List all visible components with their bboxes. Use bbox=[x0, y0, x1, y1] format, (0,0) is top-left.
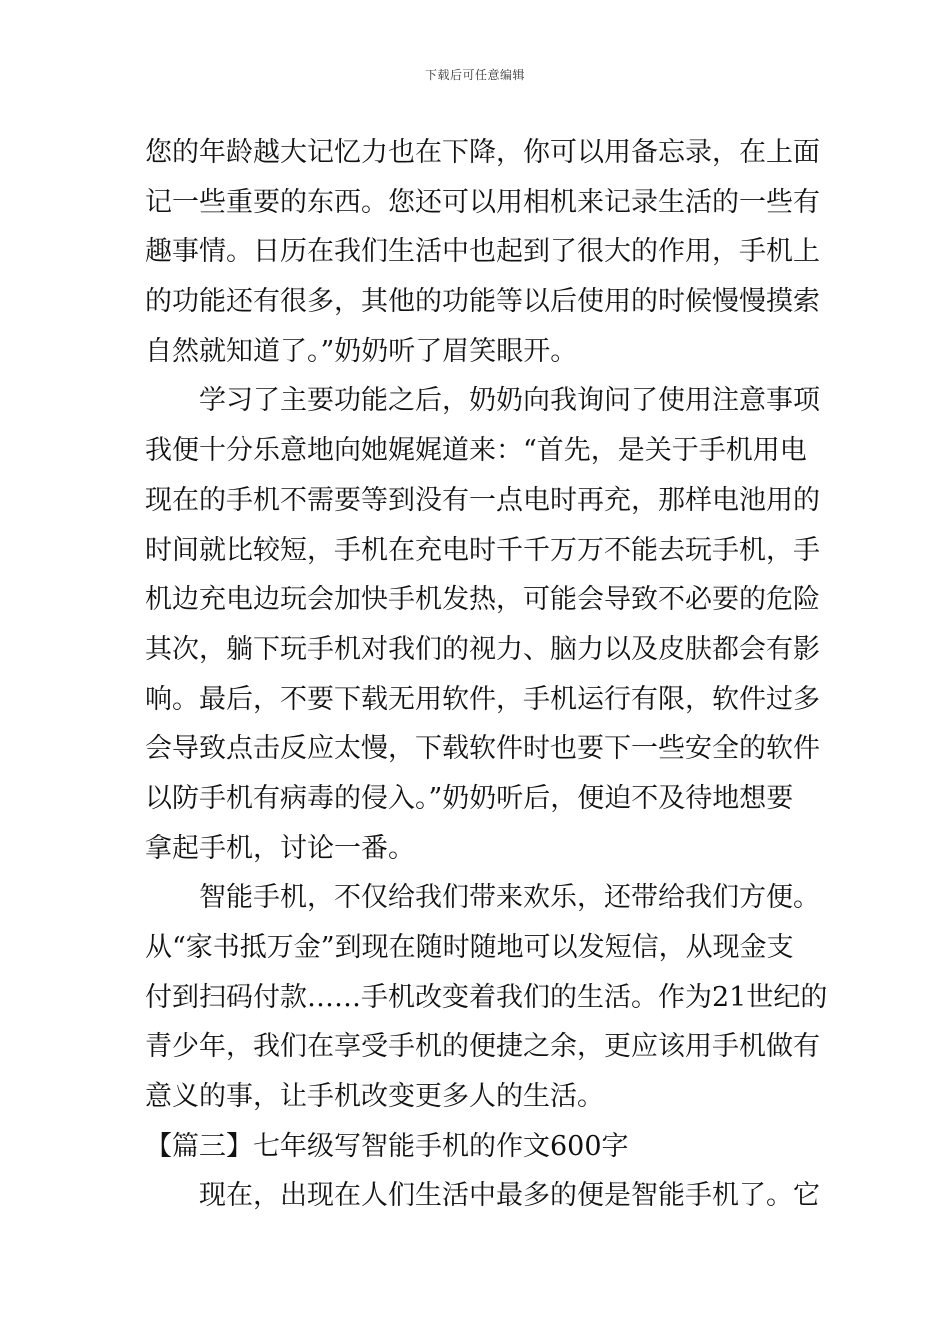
text-line: 拿起手机，讨论一番。 bbox=[145, 832, 415, 864]
text-line: 现在，出现在人们生活中最多的便是智能手机了。它 bbox=[145, 1180, 820, 1212]
body-text bbox=[145, 128, 828, 1221]
text-line: 现在的手机不需要等到没有一点电时再充，那样电池用的 bbox=[145, 484, 820, 516]
text-line: 记一些重要的东西。您还可以用相机来记录生活的一些有 bbox=[145, 186, 820, 218]
text-line: 响。最后，不要下载无用软件，手机运行有限，软件过多 bbox=[145, 683, 820, 715]
text-line: 趣事情。日历在我们生活中也起到了很大的作用，手机上 bbox=[145, 236, 820, 268]
text-line: 我便十分乐意地向她娓娓道来：“首先，是关于手机用电 bbox=[145, 435, 807, 467]
text-line: 自然就知道了。”奶奶听了眉笑眼开。 bbox=[145, 335, 578, 367]
header-note: 下载后可任意编辑 bbox=[424, 68, 525, 82]
text-line: 您的年龄越大记忆力也在下降，你可以用备忘录，在上面 bbox=[145, 137, 820, 168]
text-line: 意义的事，让手机改变更多人的生活。 bbox=[145, 1081, 604, 1113]
text-line: 从“家书抵万金”到现在随时随地可以发短信，从现金支 bbox=[145, 932, 794, 963]
text-line: 机边充电边玩会加快手机发热，可能会导致不必要的危险 bbox=[145, 584, 820, 616]
text-line: 智能手机，不仅给我们带来欢乐，还带给我们方便。 bbox=[145, 882, 820, 914]
text-line: 其次，躺下玩手机对我们的视力、脑力以及皮肤都会有影 bbox=[145, 633, 820, 665]
text-line: 的功能还有很多，其他的功能等以后使用的时候慢慢摸索 bbox=[145, 286, 820, 318]
text-line: 青少年，我们在享受手机的便捷之余，更应该用手机做有 bbox=[145, 1031, 820, 1063]
text-line: 学习了主要功能之后，奶奶向我询问了使用注意事项 bbox=[145, 385, 820, 417]
text-line: 付到扫码付款……手机改变着我们的生活。作为21世纪的 bbox=[145, 981, 828, 1013]
text-line: 会导致点击反应太慢，下载软件时也要下一些安全的软件 bbox=[145, 733, 820, 765]
section-heading: 【篇三】七年级写智能手机的作文600字 bbox=[145, 1130, 629, 1162]
text-line: 以防手机有病毒的侵入。”奶奶听后，便迫不及待地想要 bbox=[145, 782, 794, 814]
text-line: 时间就比较短，手机在充电时千千万万不能去玩手机，手 bbox=[145, 534, 820, 566]
